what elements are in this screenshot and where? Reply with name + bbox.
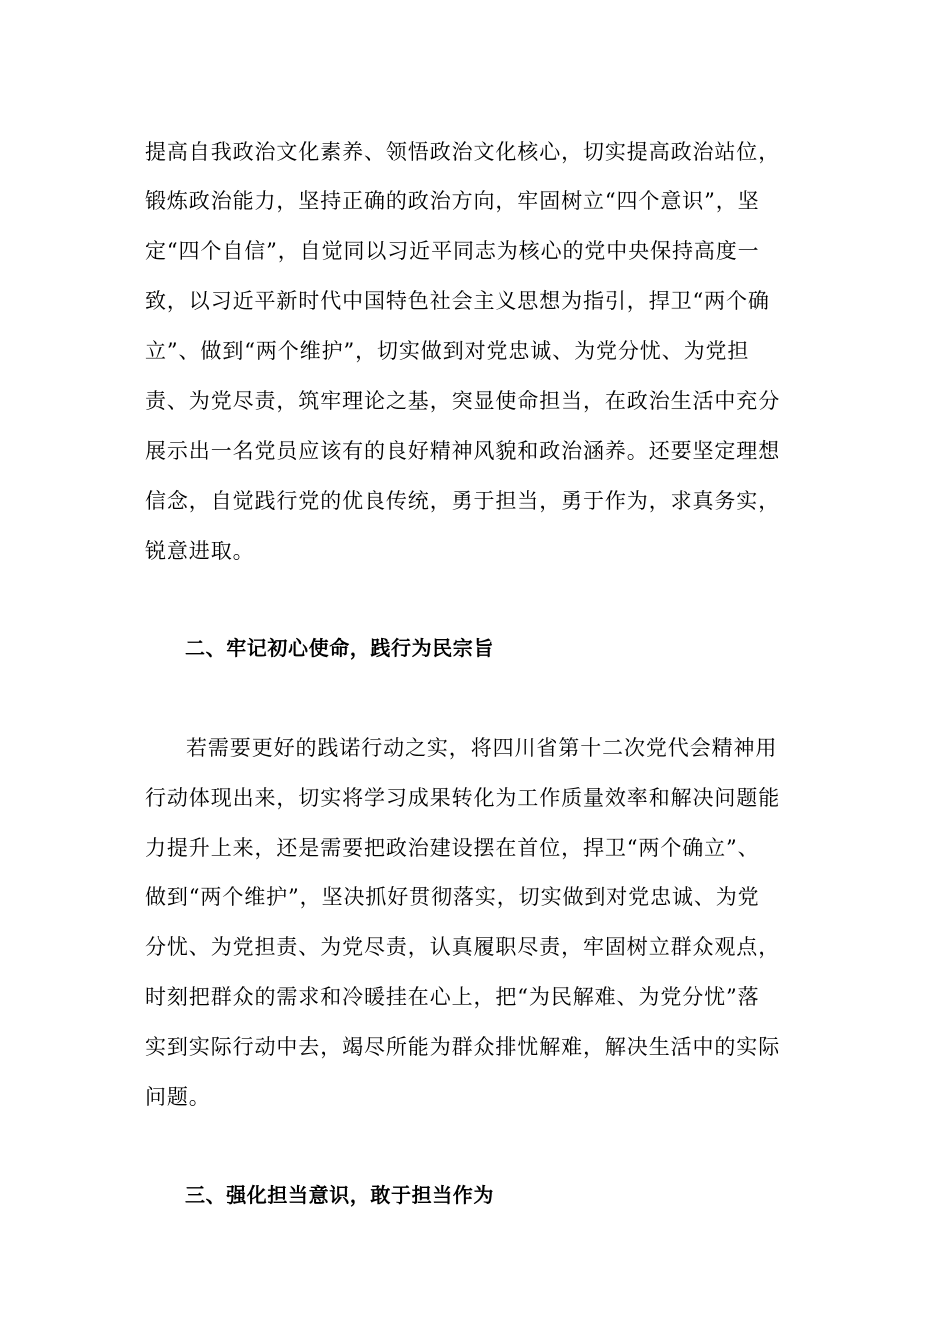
paragraph-line: 锐意进取。 <box>145 539 255 563</box>
paragraph-line: 定“四个自信”，自觉同以习近平同志为核心的党中央保持高度一 <box>145 239 760 263</box>
paragraph-line: 信念，自觉践行党的优良传统，勇于担当，勇于作为，求真务实， <box>145 489 781 513</box>
paragraph-line: 责、为党尽责，筑牢理论之基，突显使命担当，在政治生活中充分 <box>145 389 781 413</box>
paragraph-line: 分忧、为党担责、为党尽责，认真履职尽责，牢固树立群众观点， <box>145 935 781 959</box>
paragraph-line: 致，以习近平新时代中国特色社会主义思想为指引，捍卫“两个确 <box>145 289 770 313</box>
paragraph-line: 实到实际行动中去，竭尽所能为群众排忧解难，解决生活中的实际 <box>145 1035 781 1059</box>
paragraph-line: 锻炼政治能力，坚持正确的政治方向，牢固树立“四个意识”，坚 <box>145 189 760 213</box>
paragraph-line: 行动体现出来，切实将学习成果转化为工作质量效率和解决问题能 <box>145 786 781 810</box>
section-heading-2: 二、牢记初心使命，践行为民宗旨 <box>185 636 494 660</box>
paragraph-line: 提高自我政治文化素养、领悟政治文化核心，切实提高政治站位， <box>145 140 781 164</box>
paragraph-line: 立”、做到“两个维护”，切实做到对党忠诚、为党分忧、为党担 <box>145 339 750 363</box>
paragraph-line: 若需要更好的践诺行动之实，将四川省第十二次党代会精神用 <box>186 736 778 760</box>
paragraph-line: 做到“两个维护”，坚决抓好贯彻落实，切实做到对党忠诚、为党 <box>145 885 760 909</box>
paragraph-line: 问题。 <box>145 1085 211 1109</box>
paragraph-line: 时刻把群众的需求和冷暖挂在心上，把“为民解难、为党分忧”落 <box>145 985 760 1009</box>
section-heading-3: 三、强化担当意识，敢于担当作为 <box>185 1183 494 1207</box>
paragraph-line: 展示出一名党员应该有的良好精神风貌和政治涵养。还要坚定理想 <box>145 439 781 463</box>
paragraph-line: 力提升上来，还是需要把政治建设摆在首位，捍卫“两个确立”、 <box>145 836 760 860</box>
